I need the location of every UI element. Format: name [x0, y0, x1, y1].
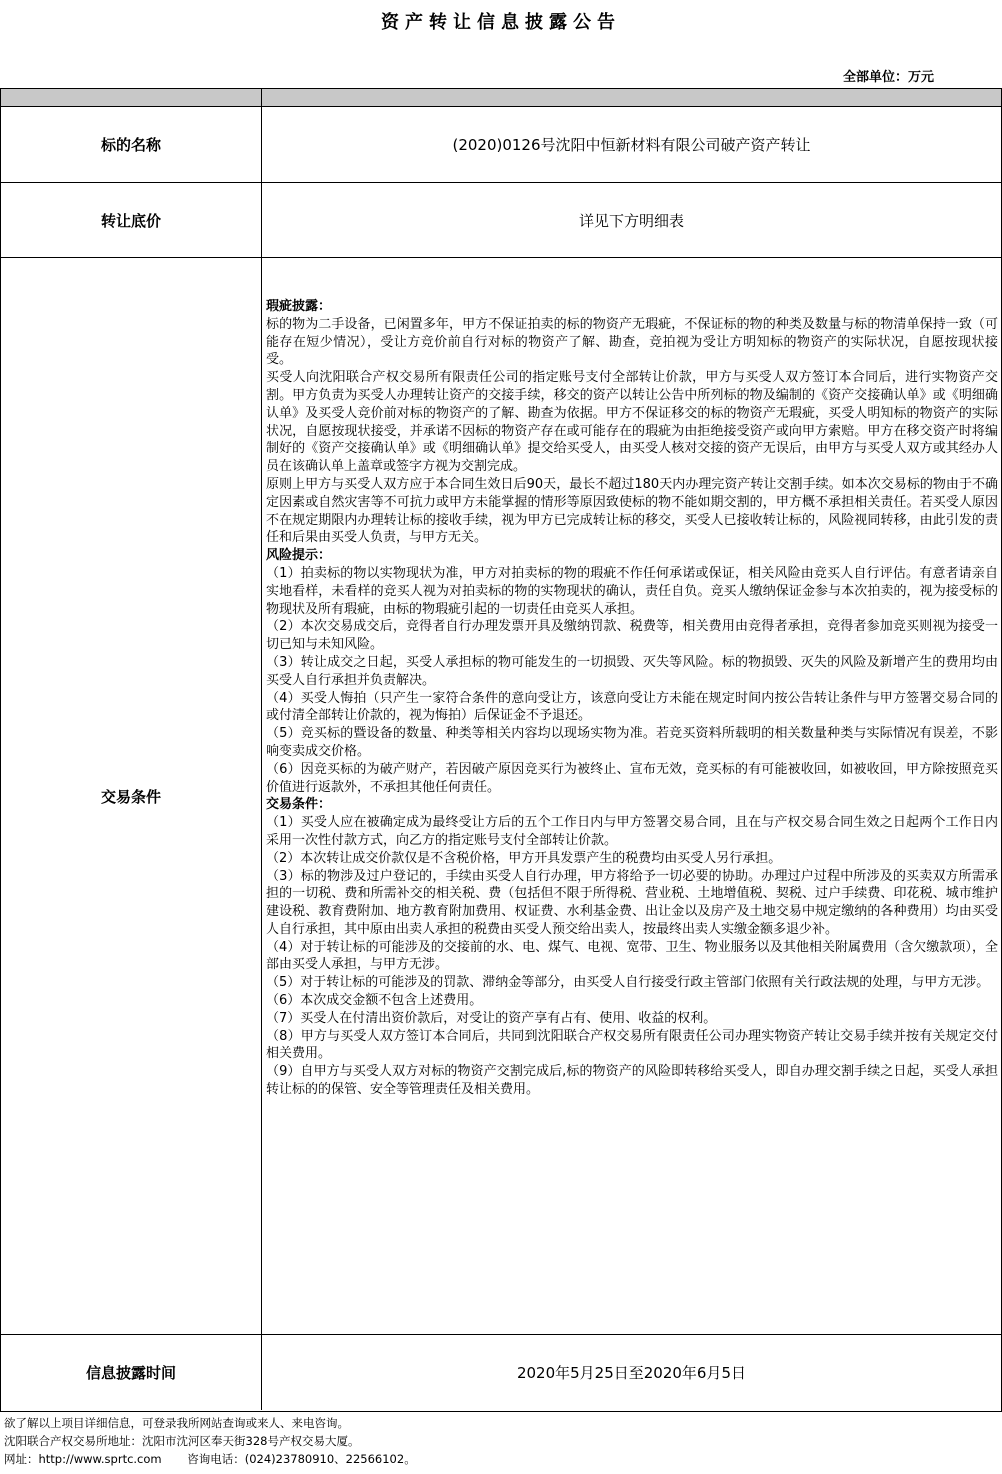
- footer-contact: [4, 1414, 1000, 1468]
- period-value: 2020年5月25日至2020年6月5日: [516, 1364, 747, 1382]
- period-label: 信息披露时间: [85, 1364, 176, 1382]
- column-divider: [261, 88, 262, 1410]
- price-label: 转让底价: [100, 211, 161, 230]
- defects-paragraph: 原则上甲方与买受人双方应于本合同生效日后90天，最长不超过180天内办理完资产转让交割手续。如本次交易标的物由于不确定因素或自然灾害等不可抗力或甲方未能掌握的情形等原因致使标的物不能如期交割的，甲方概不承担相关责任。若买受人原因不在规定期限内办理转让标的接收手续，视为甲方已完成转让标的移交，买受人已接收转让标的，风险视同转移，由此引发的责任和后果由买受人负责，与甲方无关。: [266, 476, 998, 546]
- trade-item: （1）买受人应在被确定成为最终受让方后的五个工作日内与甲方签署交易合同，且在与产权交易合同生效之日起两个工作日内采用一次性付款方式，向乙方的指定账号支付全部转让价款。: [266, 815, 998, 848]
- risk-item: （6）因竞买标的为破产财产，若因破产原因竞买行为被终止、宣布无效，竞买标的有可能被收回，如被收回，甲方除按照竞买价值进行返款外，不承担其他任何责任。: [266, 761, 998, 795]
- defects-heading: 瑕疵披露：: [266, 299, 332, 314]
- risk-item: （2）本次交易成交后，竞得者自行办理发票开具及缴纳罚款、税费等，相关费用由竞得者承担，竞得者参加竞买则视为接受一切已知与未知风险。: [266, 619, 998, 653]
- risk-item: （5）竞买标的暨设备的数量、种类等相关内容均以现场实物为准。若竞买资料所载明的相关数量种类与实际情况有误差，不影响变卖成交价格。: [266, 726, 998, 759]
- risk-item: （1）拍卖标的物以实物现状为准，甲方对拍卖标的物的瑕疵不作任何承诺或保证，相关风险由竞买人自行评估。有意者请亲自实地看样，未看样的竞买人视为对拍卖标的物的实物现状的确认，责任自负。竞买人缴纳保证金参与本次拍卖的，视为接受标的物现状及所有瑕疵，由标的物瑕疵引起的一切责任由竞买人承担。: [266, 565, 998, 617]
- risk-item: （4）买受人悔拍（只产生一家符合条件的意向受让方，该意向受让方未能在规定时间内按公告转让条件与甲方签署交易合同的或付清全部转让价款的，视为悔拍）后保证金不予退还。: [266, 690, 998, 724]
- conditions-text: [266, 298, 998, 1099]
- trade-item: （7）买受人在付清出资价款后，对受让的资产享有占有、使用、收益的权利。: [266, 1010, 717, 1026]
- trade-item: （8）甲方与买受人双方签订本合同后，共同到沈阳联合产权交易所有限责任公司办理实物资产转让交易手续并按有关规定交付相关费用。: [266, 1028, 998, 1062]
- footer-website-phone: 网址：http://www.sprtc.com 咨询电话：(024)23780910、22566102。: [4, 1452, 416, 1466]
- trade-item: （9）自甲方与买受人双方对标的物资产交割完成后,标的物资产的风险即转移给买受人，即自办理交割手续之日起，买受人承担转让标的的保管、安全等管理责任及相关费用。: [266, 1064, 998, 1098]
- trade-item: （2）本次转让成交价款仅是不含税价格，甲方开具发票产生的税费均由买受人另行承担。: [266, 850, 782, 866]
- trade-item: （3）标的物涉及过户登记的，手续由买受人自行办理，甲方将给予一切必要的协助。办理过户过程中所涉及的买卖双方所需承担的一切税、费和所需补交的相关税、费（包括但不限于所得税、营业税、土地增值税、契税、过户手续费、印花税、城市维护建设税、教育费附加、地方教育附加费用、权证费、水利基金费、出让金以及房产及土地交易中规定缴纳的各种费用）均由买受人自行承担，其中原由出卖人承担的税费由买受人预交给出卖人，按最终出卖人实缴金额多退少补。: [266, 868, 998, 937]
- unit-note: 全部单位：万元: [842, 70, 934, 85]
- trade-item: （5）对于转让标的可能涉及的罚款、滞纳金等部分，由买受人自行接受行政主管部门依照有关行政法规的处理，与甲方无涉。: [266, 975, 990, 991]
- footer-line: 欲了解以上项目详细信息，可登录我所网站查询或来人、来电咨询。: [4, 1416, 349, 1430]
- subject-value: (2020)0126号沈阳中恒新材料有限公司破产资产转让: [452, 136, 811, 154]
- risk-heading: 风险提示：: [266, 548, 332, 564]
- price-value: 详见下方明细表: [578, 211, 684, 230]
- table-header-band: [1, 89, 1001, 106]
- trade-heading: 交易条件：: [266, 797, 332, 813]
- defects-paragraph: 买受人向沈阳联合产权交易所有限责任公司的指定账号支付全部转让价款，甲方与买受人双方签订本合同后，进行实物资产交割。甲方负责为买受人办理转让资产的交接手续，移交的资产以转让公告中所列标的物及编制的《资产交接确认单》或《明细确认单》及买受人竞价前对标的物资产的了解、勘查为依据。甲方不保证移交的标的物资产无瑕疵，买受人明知标的物资产的实际状况，自愿按现状接受，并承诺不因标的物资产存在或可能存在的瑕疵为由拒绝接受资产或向甲方索赔。甲方在移交资产时将编制好的《资产交接确认单》或《明细确认单》提交给买受人，由买受人核对交接的资产无误后，由甲方与买受人双方或其经办人员在该确认单上盖章或签字方视为交割完成。: [266, 370, 998, 475]
- footer-address: 沈阳联合产权交易所地址：沈阳市沈河区奉天街328号产权交易大厦。: [4, 1434, 360, 1448]
- trade-item: （4）对于转让标的可能涉及的交接前的水、电、煤气、电视、宽带、卫生、物业服务以及其他相关附属费用（含欠缴款项），全部由买受人承担，与甲方无涉。: [266, 939, 998, 973]
- defects-paragraph: 标的物为二手设备，已闲置多年，甲方不保证拍卖的标的物资产无瑕疵，不保证标的物的种类及数量与标的物清单保持一致（可能存在短少情况），受让方竞价前自行对标的物资产了解、勘查，竞拍视为受让方明知标的物资产的实际状况，自愿按现状接受。: [266, 316, 998, 368]
- page-title: 资产转让信息披露公告: [381, 12, 621, 33]
- trade-item: （6）本次成交金额不包含上述费用。: [266, 993, 483, 1009]
- conditions-label: 交易条件: [100, 787, 161, 806]
- risk-item: （3）转让成交之日起，买受人承担标的物可能发生的一切损毁、灭失等风险。标的物损毁、灭失的风险及新增产生的费用均由买受人自行承担并负责解决。: [266, 654, 998, 688]
- subject-label: 标的名称: [100, 136, 161, 154]
